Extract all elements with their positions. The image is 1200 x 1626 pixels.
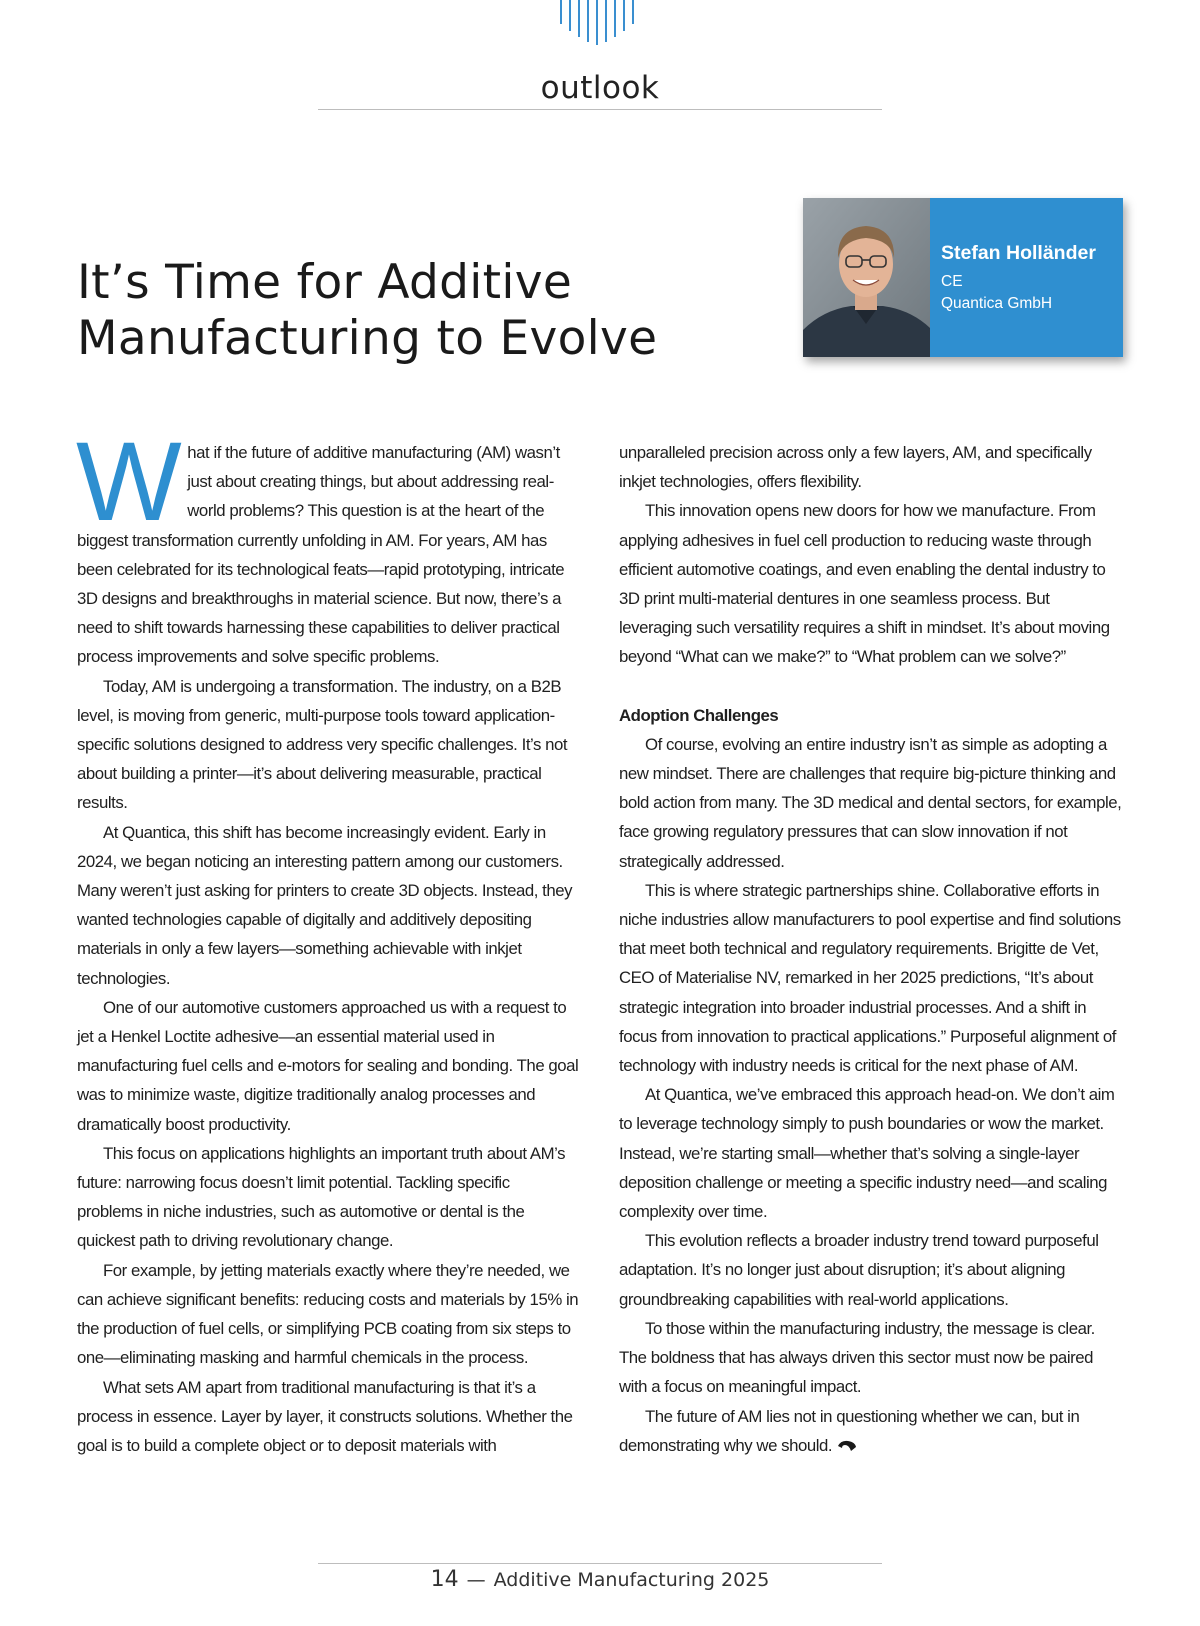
- paragraph: What sets AM apart from traditional manufacturing is that it’s a process in essence. Layer by layer, it constructs solutions. Whether the goal is to build a complete object or to deposit materials with: [77, 1377, 573, 1455]
- author-card: [803, 198, 1123, 357]
- author-photo: [803, 198, 930, 357]
- footer-divider: [318, 1563, 882, 1564]
- paragraph: unparalleled precision across only a few layers, AM, and specifically inkjet technologies, offers flexibility.: [619, 443, 1092, 492]
- paragraph: Of course, evolving an entire industry isn’t as simple as adopting a new mindset. There are challenges that require big-picture thinking and bold action from many. The 3D medical and dental sectors, for example, face growing regulatory pressures that can slow innovation if not strategically addressed.: [619, 734, 1122, 871]
- author-company: Quantica GmbH: [941, 295, 1053, 312]
- paragraph: This focus on applications highlights an important truth about AM’s future: narrowing focus doesn’t limit potential. Tackling specific problems in niche industries, such as automotive or dental is the quickest path to driving revolutionary change.: [77, 1143, 566, 1251]
- article-column-right: [619, 438, 1125, 1460]
- paragraph: This is where strategic partnerships shine. Collaborative efforts in niche industries allow manufacturers to pool expertise and find solutions that meet both technical and regulatory requirements. Brigitte de Vet, CEO of Materialise NV, remarked in her 2025 predictions, “It’s about strategic integration into broader industrial processes. And a shift in focus from innovation to practical applications.” Purposeful alignment of technology with industry needs is critical for the next phase of AM.: [619, 880, 1121, 1076]
- paragraph: For example, by jetting materials exactly where they’re needed, we can achieve significant benefits: reducing costs and materials by 15% in the production of fuel cells, or simplifying PCB coating from six steps to one—eliminating masking and harmful chemicals in the process.: [77, 1260, 579, 1368]
- paragraph: To those within the manufacturing industry, the message is clear. The boldness that has always driven this sector must now be paired with a focus on meaningful impact.: [619, 1318, 1095, 1397]
- paragraph: [619, 1402, 1125, 1460]
- paragraph: At Quantica, this shift has become increasingly evident. Early in 2024, we began noticing an interesting pattern among our customers. Many weren’t just asking for printers to create 3D objects. Instead, they wanted technologies capable of digitally and additively depositing materials in only a few layers—something achievable with inkjet technologies.: [77, 822, 573, 988]
- header-divider: [318, 109, 882, 110]
- page-number: 14: [430, 1567, 459, 1592]
- drop-cap: W: [76, 419, 182, 544]
- section-header: outlook: [540, 70, 660, 106]
- section-subheading: Adoption Challenges: [619, 705, 779, 725]
- page-footer: [0, 1567, 1200, 1592]
- paragraph: [76, 419, 579, 672]
- paragraph-text: hat if the future of additive manufacturing (AM) wasn’t just about creating things, but about addressing real-world problems? This question is at the heart of the biggest transformation currently unfolding in AM. For years, AM has been celebrated for its technological feats—rapid prototyping, intricate 3D designs and breakthroughs in material science. But now, there’s a need to shift towards harnessing these capabilities to deliver practical process improvements and solve specific problems.: [77, 443, 565, 667]
- paragraph-text: The future of AM lies not in questioning whether we can, but in demonstrating why we should.: [619, 1406, 1080, 1455]
- footer-separator: —: [466, 1569, 486, 1591]
- paragraph: This innovation opens new doors for how we manufacture. From applying adhesives in fuel cell production to reducing waste through efficient automotive coatings, and even enabling the dental industry to 3D print multi-material dentures in one seamless process. But leveraging such versatility requires a shift in mindset. It’s about moving beyond “What can we make?” to “What problem can we solve?”: [619, 501, 1110, 667]
- author-info: [930, 198, 1123, 357]
- header-stripes-decoration: [559, 0, 639, 46]
- end-mark-icon: [836, 1439, 858, 1453]
- article-title: It’s Time for Additive Manufacturing to Evolve: [77, 255, 658, 366]
- article-column-left: [76, 419, 579, 1460]
- paragraph: One of our automotive customers approached us with a request to jet a Henkel Loctite adhesive—an essential material used in manufacturing fuel cells and e-motors for sealing and bonding. The goal was to minimize waste, digitize traditionally analog processes and dramatically boost productivity.: [77, 997, 579, 1134]
- publication-name: Additive Manufacturing 2025: [493, 1569, 770, 1591]
- author-name: Stefan Holländer: [941, 242, 1096, 264]
- paragraph: At Quantica, we’ve embraced this approach head-on. We don’t aim to leverage technology simply to push boundaries or wow the market. Instead, we’re starting small—whether that’s solving a single-layer deposition challenge or meeting a specific industry need—and scaling complexity over time.: [619, 1085, 1115, 1222]
- author-role: CE: [941, 273, 963, 290]
- paragraph: This evolution reflects a broader industry trend toward purposeful adaptation. It’s no longer just about disruption; it’s about aligning groundbreaking capabilities with real-world applications.: [619, 1231, 1099, 1309]
- paragraph: Today, AM is undergoing a transformation. The industry, on a B2B level, is moving from generic, multi-purpose tools toward application-specific solutions designed to address very specific challenges. It’s not about building a printer—it’s about delivering measurable, practical results.: [77, 676, 568, 813]
